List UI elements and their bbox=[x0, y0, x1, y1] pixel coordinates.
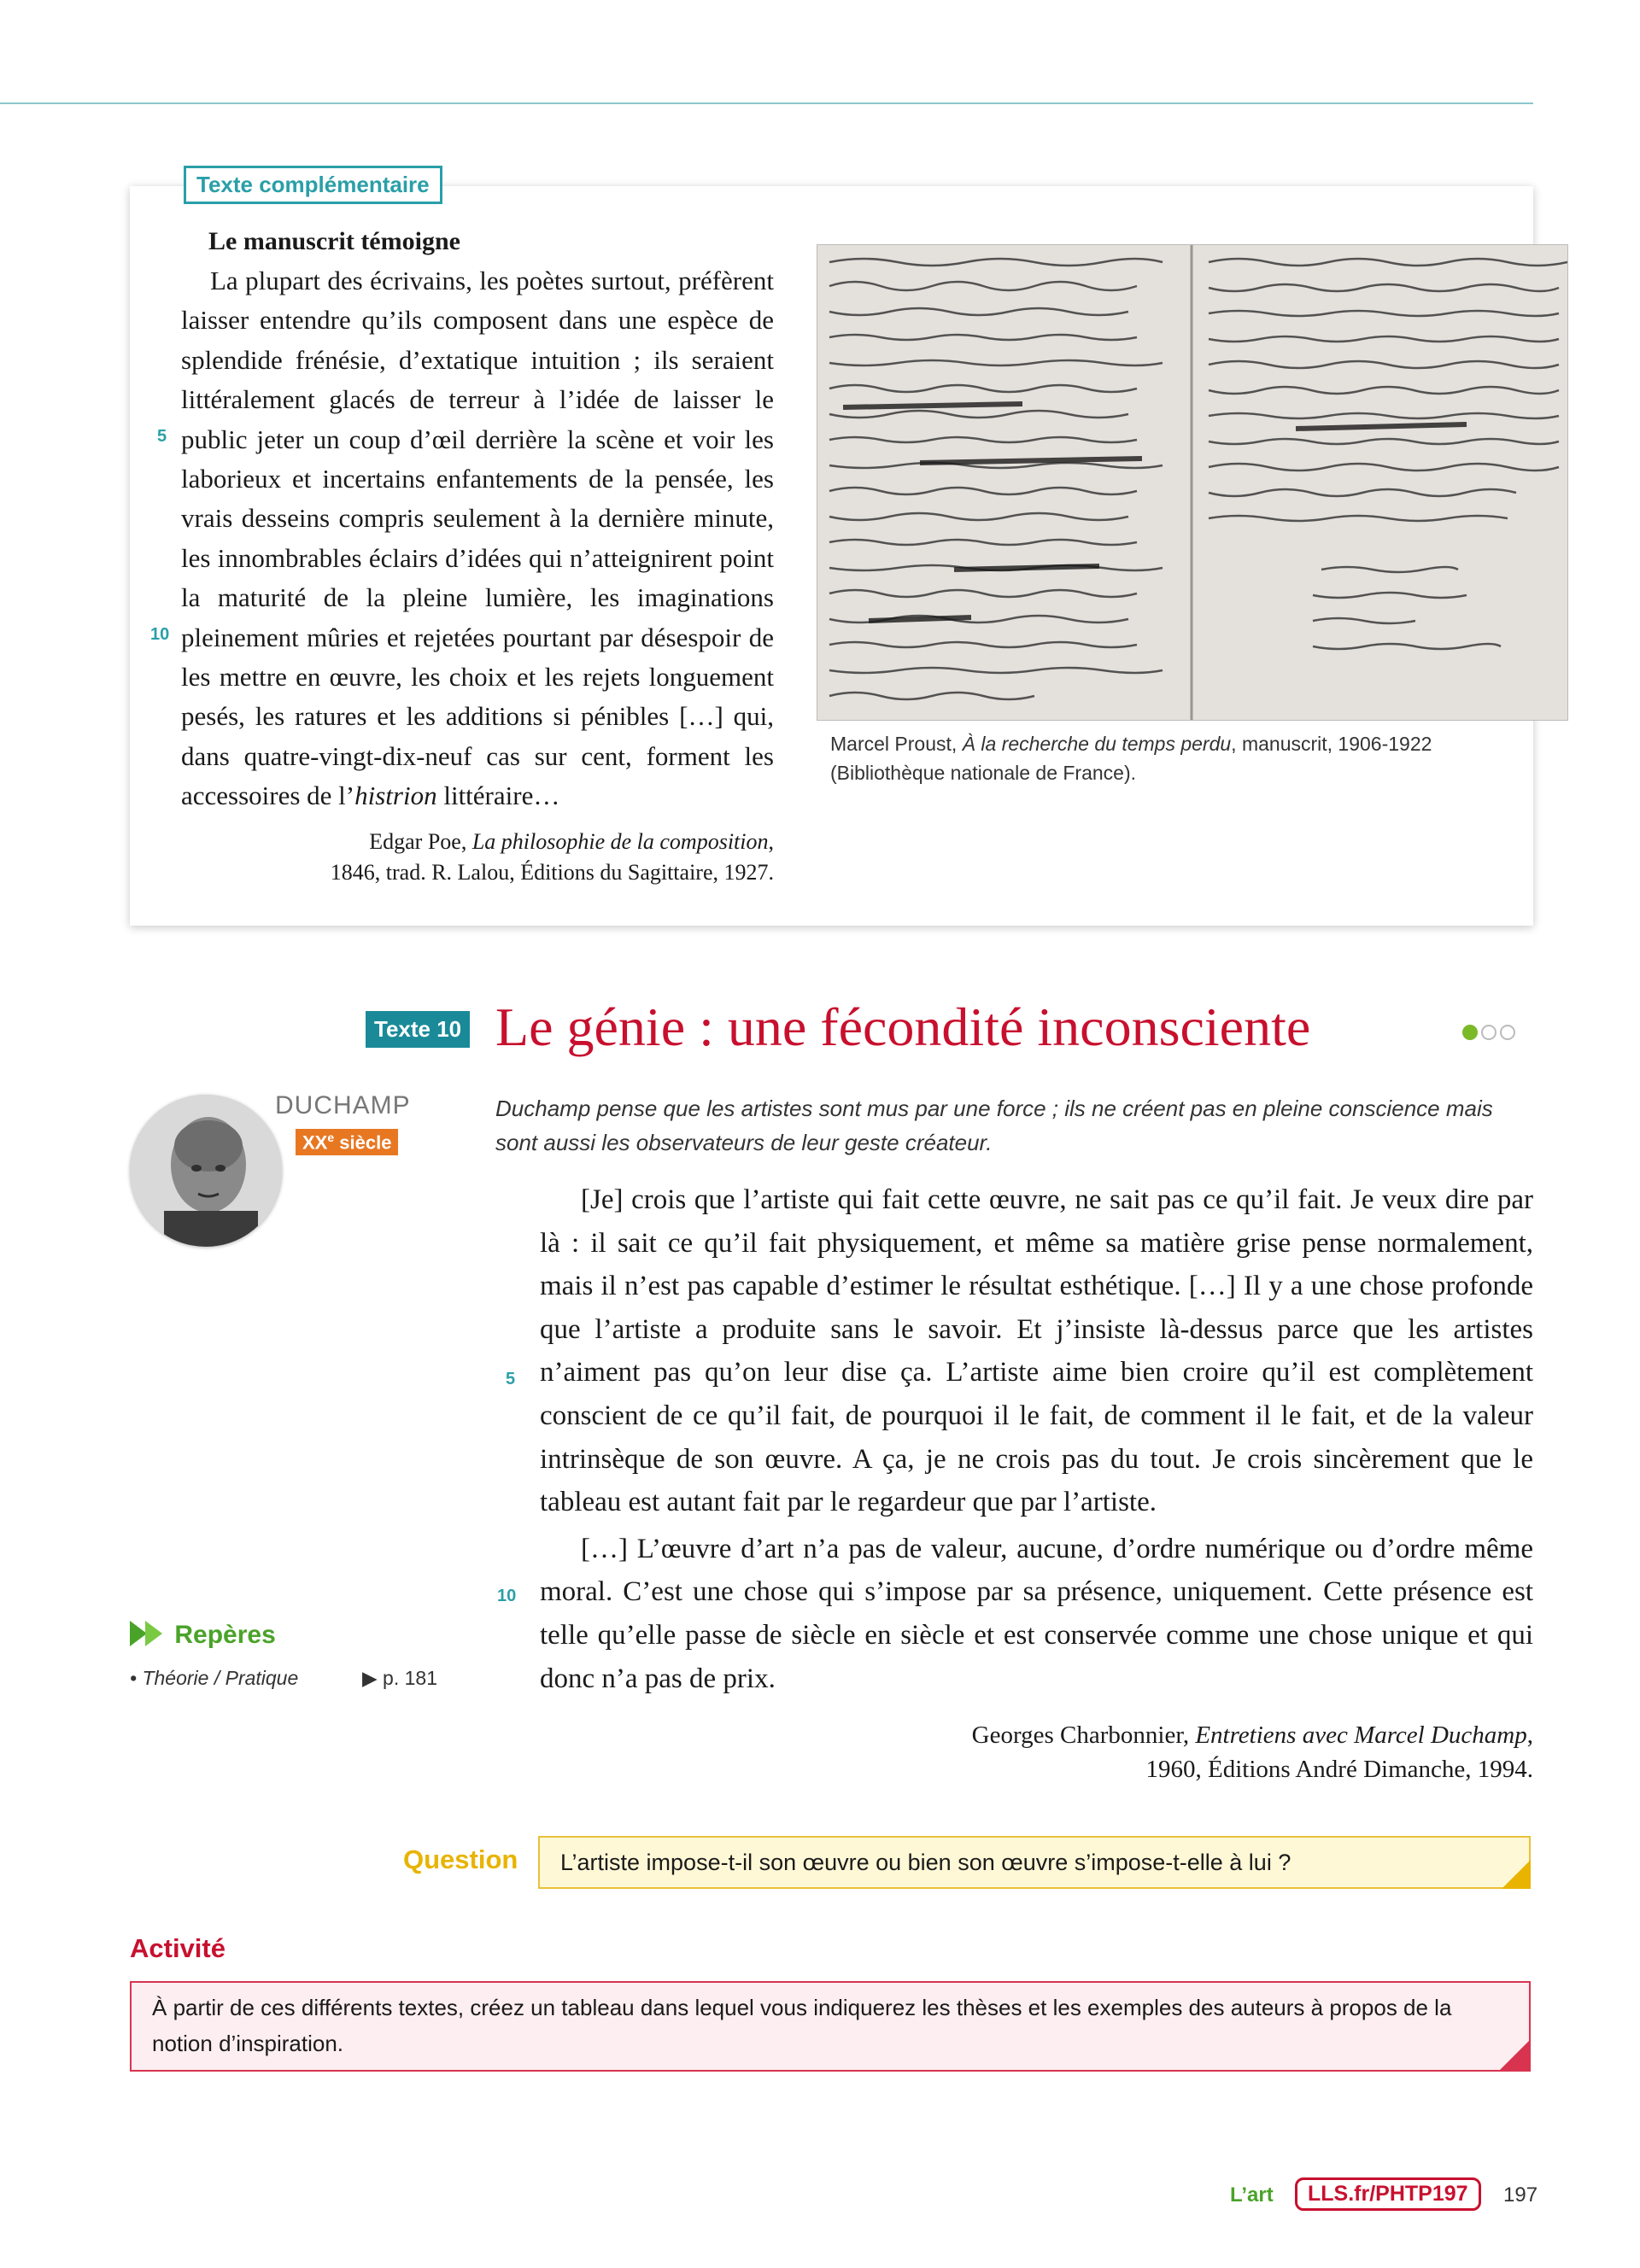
footer-link[interactable]: LLS.fr/PHTP197 bbox=[1295, 2177, 1481, 2211]
text-intro: Duchamp pense que les artistes sont mus par une force ; ils ne créent pas en pleine conscience mais sont aussi les observateurs de leur geste créateur. bbox=[495, 1096, 1493, 1155]
double-arrow-icon bbox=[130, 1621, 167, 1646]
main-paragraph-1: [Je] crois que l’artiste qui fait cette œuvre, ne sait pas ce qu’il fait. Je veux dire par là : il sait ce qu’il fait physiquement, et même sa matière grise pense normalement, mais il n’est pas capable d’estimer le résultat esthétique. […] Il y a une chose profonde que l’artiste a produite sans le savoir. Et j’insiste là-dessus parce que les artistes n’aiment pas qu’on leur dise ça. L’artiste aime bien croire qu’il est complètement conscient de ce qu’il fait, de pourquoi il le fait, de comment il le fait, et de la valeur intrinsèque de son œuvre. A ça, je ne crois pas du tout. Je crois sincèrement que le tableau est autant fait par le regardeur que par l’artiste. bbox=[540, 1184, 1533, 1518]
difficulty-indicator bbox=[1462, 1025, 1519, 1044]
question-corner bbox=[1502, 1860, 1531, 1889]
line-number: 10 bbox=[497, 1587, 517, 1605]
question-box: L’artiste impose-t-il son œuvre ou bien son œuvre s’impose-t-elle à lui ? bbox=[538, 1836, 1531, 1889]
difficulty-dot-filled bbox=[1462, 1025, 1478, 1040]
activity-label: Activité bbox=[130, 1933, 226, 1963]
main-text bbox=[540, 1178, 1533, 1700]
text-number-tag: Texte 10 bbox=[366, 1011, 470, 1048]
line-number: 5 bbox=[506, 1370, 516, 1388]
complementary-tag: Texte complémentaire bbox=[184, 166, 442, 204]
portrait-drawing bbox=[130, 1095, 282, 1247]
author-portrait bbox=[130, 1095, 282, 1247]
century-badge: XXe siècle bbox=[296, 1129, 398, 1155]
reperes-item[interactable]: • Théorie / Pratique ▶ p. 181 bbox=[130, 1667, 437, 1689]
main-source: Georges Charbonnier, Entretiens avec Marcel Duchamp, 1960, Éditions André Dimanche, 1994. bbox=[971, 1721, 1533, 1783]
footer-section: L’art bbox=[1230, 2183, 1274, 2207]
line-number: 10 bbox=[150, 625, 170, 644]
complementary-text: La plupart des écrivains, les poètes surtout, préfèrent laisser entendre qu’ils composent dans une espèce de splendide frénésie, d’extatique intuition ; ils seraient littéralement glacés de terreur à l’idée de laisser le public jeter un coup d’œil derrière la scène et voir les laborieux et incertains enfantements de la pensée, les vrais desseins compris seulement à la dernière minute, les innombrables éclairs d’idées qui n’atteignirent point la maturité de la pleine lumière, les imaginations pleinement mûries et rejetées pourtant par désespoir de les mettre en œuvre, les choix et les rejets longuement pesés, les ratures et les additions si pénibles […] qui, dans quatre-vingt-dix-neuf cas sur cent, forment les accessoires de l’histrion littéraire… bbox=[181, 266, 774, 811]
complementary-source: Edgar Poe, La philosophie de la composition, 1846, trad. R. Lalou, Éditions du Sagittaire, 1927. bbox=[330, 829, 774, 885]
page-number: 197 bbox=[1503, 2183, 1538, 2207]
manuscript-caption: Marcel Proust, À la recherche du temps perdu, manuscrit, 1906-1922 (Bibliothèque nationale de France). bbox=[830, 733, 1432, 784]
question-label: Question bbox=[403, 1844, 518, 1874]
difficulty-dot-empty bbox=[1500, 1025, 1515, 1040]
activity-corner bbox=[1498, 2039, 1531, 2072]
main-paragraph-2: […] L’œuvre d’art n’a pas de valeur, aucune, d’ordre numérique ou d’ordre même moral. C’est une chose qui s’impose par sa présence, uniquement. Cette présence est telle qu’elle passe de siècle en siècle et est conservée comme une chose unique et qui donc n’a pas de prix. bbox=[540, 1533, 1533, 1694]
line-number: 5 bbox=[157, 427, 167, 446]
complementary-title: Le manuscrit témoigne bbox=[208, 227, 460, 255]
author-name: DUCHAMP bbox=[275, 1091, 411, 1119]
reperes-heading: Repères bbox=[130, 1621, 276, 1650]
manuscript-image bbox=[817, 244, 1568, 721]
difficulty-dot-empty bbox=[1481, 1025, 1496, 1040]
top-rule bbox=[0, 102, 1533, 104]
reperes-page-link[interactable]: ▶ p. 181 bbox=[361, 1667, 437, 1689]
manuscript-drawing bbox=[817, 245, 1567, 720]
page-title: Le génie : une fécondité inconsciente bbox=[495, 997, 1311, 1057]
activity-box: À partir de ces différents textes, créez un tableau dans lequel vous indiquerez les thèses et les exemples des auteurs à propos de la notion d’inspiration. bbox=[130, 1981, 1531, 2072]
